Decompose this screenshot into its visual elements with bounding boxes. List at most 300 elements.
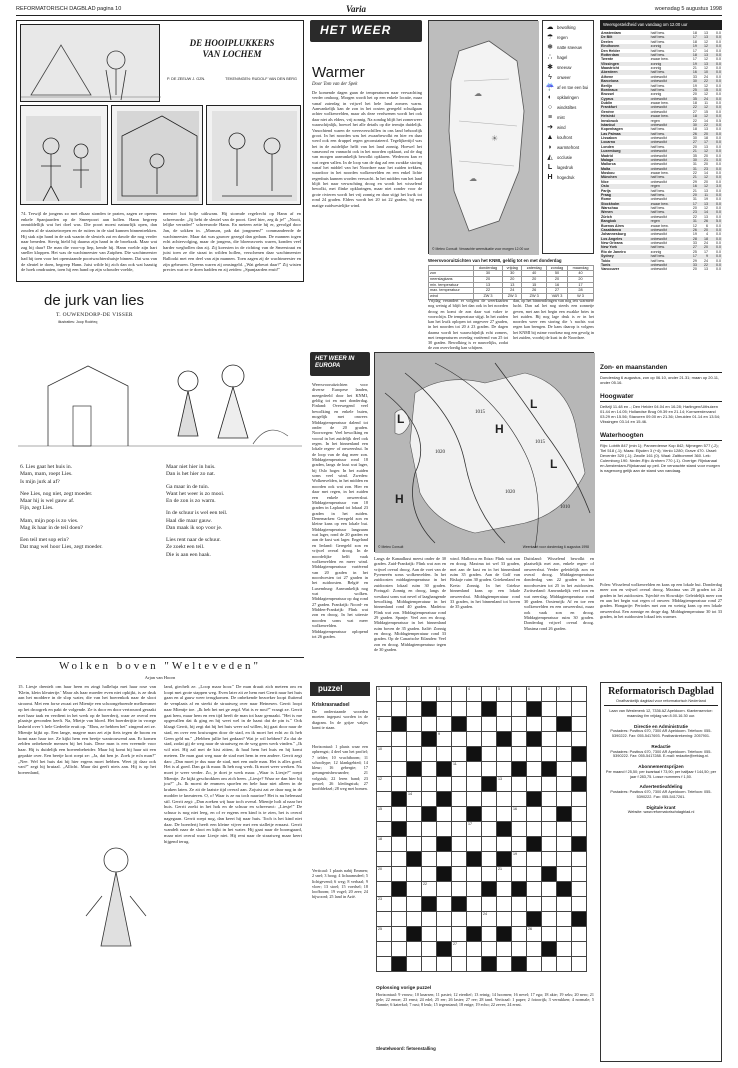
city-name: Casablanca: [600, 228, 650, 232]
crossword-cell[interactable]: [377, 942, 392, 957]
crossword-cell[interactable]: [557, 807, 572, 822]
city-value: zwaar bew.: [650, 202, 687, 206]
crossword-cell[interactable]: [377, 882, 392, 897]
crossword-cell[interactable]: [452, 822, 467, 837]
crossword-cell[interactable]: [407, 762, 422, 777]
crossword-cell[interactable]: [497, 852, 512, 867]
crossword-cell[interactable]: [392, 897, 407, 912]
crossword-cell[interactable]: [482, 717, 497, 732]
crossword-cell[interactable]: [542, 912, 557, 927]
crossword-cell[interactable]: [527, 852, 542, 867]
crossword-cell[interactable]: [527, 747, 542, 762]
crossword-cell[interactable]: [452, 762, 467, 777]
crossword-cell[interactable]: [497, 792, 512, 807]
crossword-cell[interactable]: [527, 792, 542, 807]
crossword-cell[interactable]: [437, 957, 452, 972]
crossword-cell[interactable]: [377, 777, 392, 792]
crossword-cell[interactable]: [527, 807, 542, 822]
city-name: Frankfurt: [600, 105, 650, 109]
crossword-cell[interactable]: [407, 777, 422, 792]
crossword-cell[interactable]: [572, 852, 587, 867]
crossword-cell[interactable]: [482, 762, 497, 777]
crossword-cell[interactable]: [407, 717, 422, 732]
crossword-cell[interactable]: [527, 957, 542, 972]
crossword-cell[interactable]: [497, 807, 512, 822]
crossword-cell[interactable]: [437, 702, 452, 717]
crossword-cell[interactable]: [452, 957, 467, 972]
crossword-cell[interactable]: [497, 867, 512, 882]
crossword-cell[interactable]: [437, 762, 452, 777]
crossword-cell[interactable]: [407, 942, 422, 957]
crossword-cell[interactable]: [452, 687, 467, 702]
crossword-cell[interactable]: [572, 942, 587, 957]
crossword-cell[interactable]: [392, 867, 407, 882]
crossword-cell[interactable]: [422, 717, 437, 732]
crossword-cell[interactable]: [422, 702, 437, 717]
crossword-cell[interactable]: [407, 732, 422, 747]
crossword-cell[interactable]: [407, 852, 422, 867]
crossword-cell[interactable]: [557, 957, 572, 972]
crossword-cell[interactable]: [527, 897, 542, 912]
city-value: 21: [692, 188, 697, 193]
crossword-cell[interactable]: [467, 837, 482, 852]
crossword-cell[interactable]: [467, 777, 482, 792]
city-value: 12: [703, 92, 708, 97]
crossword-cell[interactable]: [437, 777, 452, 792]
crossword-cell[interactable]: [512, 792, 527, 807]
crossword-table[interactable]: [376, 686, 587, 972]
crossword-cell[interactable]: [467, 687, 482, 702]
crossword-cell[interactable]: [482, 927, 497, 942]
crossword-cell[interactable]: [467, 882, 482, 897]
crossword-cell[interactable]: [482, 687, 497, 702]
crossword-cell[interactable]: [557, 792, 572, 807]
crossword-cell[interactable]: [557, 882, 572, 897]
crossword-cell[interactable]: [467, 717, 482, 732]
crossword-cell[interactable]: [407, 957, 422, 972]
crossword-cell[interactable]: [422, 837, 437, 852]
svg-text:☁: ☁: [474, 89, 482, 98]
crossword-cell[interactable]: [497, 837, 512, 852]
crossword-cell[interactable]: [542, 882, 557, 897]
crossword-cell[interactable]: [377, 867, 392, 882]
crossword-cell[interactable]: [392, 732, 407, 747]
crossword-cell[interactable]: [467, 807, 482, 822]
crossword-cell[interactable]: [512, 747, 527, 762]
city-name: Sydney: [600, 254, 650, 258]
crossword-cell[interactable]: [482, 957, 497, 972]
crossword-cell[interactable]: [467, 792, 482, 807]
crossword-cell[interactable]: [572, 882, 587, 897]
crossword-cell[interactable]: [407, 687, 422, 702]
crossword-cell[interactable]: [557, 762, 572, 777]
crossword-cell[interactable]: [437, 927, 452, 942]
crossword-cell[interactable]: [542, 822, 557, 837]
crossword-cell[interactable]: [527, 942, 542, 957]
crossword-cell[interactable]: [512, 807, 527, 822]
crossword-cell[interactable]: [392, 807, 407, 822]
crossword-cell[interactable]: [542, 942, 557, 957]
occlusion-icon: ◭: [547, 153, 553, 161]
crossword-cell[interactable]: [527, 867, 542, 882]
crossword-cell[interactable]: [497, 747, 512, 762]
crossword-cell[interactable]: [452, 747, 467, 762]
crossword-cell[interactable]: [377, 762, 392, 777]
crossword-cell[interactable]: [527, 717, 542, 732]
crossword-cell[interactable]: [497, 822, 512, 837]
crossword-cell[interactable]: [572, 822, 587, 837]
crossword-cell[interactable]: [572, 702, 587, 717]
crossword-cell[interactable]: [497, 942, 512, 957]
crossword-cell[interactable]: [392, 822, 407, 837]
crossword-cell[interactable]: [497, 762, 512, 777]
crossword-cell[interactable]: [407, 837, 422, 852]
crossword-cell[interactable]: [482, 912, 497, 927]
crossword-cell[interactable]: [542, 732, 557, 747]
city-name: Kopenhagen: [601, 127, 623, 132]
crossword-cell[interactable]: [497, 882, 512, 897]
crossword-cell[interactable]: [512, 882, 527, 897]
crossword-cell[interactable]: [452, 942, 467, 957]
crossword-cell[interactable]: [422, 897, 437, 912]
crossword-cell[interactable]: [467, 927, 482, 942]
crossword-cell[interactable]: [467, 822, 482, 837]
crossword-cell[interactable]: [377, 912, 392, 927]
crossword-cell[interactable]: [497, 912, 512, 927]
crossword-cell[interactable]: [572, 927, 587, 942]
crossword-cell[interactable]: [452, 807, 467, 822]
crossword-cell[interactable]: [572, 807, 587, 822]
city-value: zonnig: [650, 92, 662, 97]
crossword-cell[interactable]: [392, 912, 407, 927]
crossword-cell[interactable]: [482, 777, 497, 792]
crossword-cell[interactable]: [392, 702, 407, 717]
crossword-cell[interactable]: [542, 867, 557, 882]
crossword-cell[interactable]: [482, 882, 497, 897]
crossword-cell[interactable]: [512, 732, 527, 747]
crossword-cell[interactable]: [527, 777, 542, 792]
crossword-cell[interactable]: [452, 792, 467, 807]
crossword-cell[interactable]: [497, 777, 512, 792]
crossword-cell[interactable]: [497, 897, 512, 912]
crossword-cell[interactable]: [572, 867, 587, 882]
cell-number: 26: [528, 927, 532, 931]
crossword-cell[interactable]: [512, 837, 527, 852]
crossword-cell[interactable]: [572, 957, 587, 972]
crossword-cell[interactable]: [542, 747, 557, 762]
crossword-cell[interactable]: [437, 897, 452, 912]
crossword-cell[interactable]: [392, 762, 407, 777]
crossword-cell[interactable]: [437, 732, 452, 747]
crossword-cell[interactable]: [452, 732, 467, 747]
city-value: 30: [687, 158, 698, 162]
crossword-cell[interactable]: [467, 897, 482, 912]
crossword-cell[interactable]: [467, 852, 482, 867]
crossword-cell[interactable]: [542, 852, 557, 867]
crossword-cell[interactable]: [512, 822, 527, 837]
crossword-cell[interactable]: [452, 717, 467, 732]
crossword-cell[interactable]: [572, 837, 587, 852]
crossword-cell[interactable]: [497, 732, 512, 747]
crossword-cell[interactable]: [437, 852, 452, 867]
crossword-cell[interactable]: [392, 927, 407, 942]
stanza: Maar niet hier in huis. Dan is het hier zo nat.: [166, 464, 216, 478]
crossword-cell[interactable]: [512, 852, 527, 867]
crossword-cell[interactable]: [542, 717, 557, 732]
crossword-cell[interactable]: [437, 882, 452, 897]
crossword-cell[interactable]: [572, 777, 587, 792]
crossword-cell[interactable]: [572, 747, 587, 762]
crossword-cell[interactable]: [392, 942, 407, 957]
crossword-cell[interactable]: [422, 852, 437, 867]
crossword-cell[interactable]: [437, 807, 452, 822]
crossword-cell[interactable]: [497, 687, 512, 702]
crossword-cell[interactable]: [422, 732, 437, 747]
crossword-cell[interactable]: [542, 837, 557, 852]
weather-legend: [542, 20, 594, 254]
crossword-cell[interactable]: [557, 912, 572, 927]
crossword-cell[interactable]: [377, 792, 392, 807]
crossword-cell[interactable]: [512, 957, 527, 972]
crossword-cell[interactable]: [512, 897, 527, 912]
crossword-cell[interactable]: [392, 687, 407, 702]
crossword-cell[interactable]: [542, 702, 557, 717]
crossword-cell[interactable]: [512, 927, 527, 942]
crossword-cell[interactable]: [452, 837, 467, 852]
city-value: half bew.: [650, 144, 665, 149]
crossword-cell[interactable]: [407, 912, 422, 927]
crossword-cell[interactable]: [542, 927, 557, 942]
crossword-cell[interactable]: [557, 852, 572, 867]
crossword-cell[interactable]: [437, 717, 452, 732]
crossword-cell[interactable]: [557, 777, 572, 792]
crossword-cell[interactable]: [512, 762, 527, 777]
crossword-cell[interactable]: [392, 792, 407, 807]
crossword-cell[interactable]: [557, 702, 572, 717]
crossword-cell[interactable]: [557, 822, 572, 837]
crossword-cell[interactable]: [437, 687, 452, 702]
crossword-cell[interactable]: [377, 717, 392, 732]
city-value: 17: [687, 202, 698, 206]
crossword-cell[interactable]: [497, 927, 512, 942]
crossword-cell[interactable]: [542, 762, 557, 777]
crossword-cell[interactable]: [392, 777, 407, 792]
crossword-cell[interactable]: [467, 732, 482, 747]
crossword-cell[interactable]: [422, 687, 437, 702]
crossword-cell[interactable]: [542, 957, 557, 972]
city-name: Stockholm: [600, 202, 650, 206]
crossword-cell[interactable]: [482, 867, 497, 882]
comic-hooiplukkers: [16, 20, 304, 282]
crossword-cell[interactable]: [557, 732, 572, 747]
crossword-cell[interactable]: [557, 897, 572, 912]
crossword-cell[interactable]: [437, 942, 452, 957]
crossword-cell[interactable]: [452, 702, 467, 717]
crossword-cell[interactable]: [527, 762, 542, 777]
crossword-cell[interactable]: [512, 942, 527, 957]
crossword-cell[interactable]: [407, 822, 422, 837]
crossword-cell[interactable]: [572, 687, 587, 702]
crossword-cell[interactable]: [512, 687, 527, 702]
crossword-cell[interactable]: [557, 717, 572, 732]
crossword-cell[interactable]: [542, 897, 557, 912]
crossword-cell[interactable]: [497, 717, 512, 732]
crossword-cell[interactable]: [512, 777, 527, 792]
crossword-cell[interactable]: [527, 882, 542, 897]
crossword-cell[interactable]: [557, 687, 572, 702]
crossword-grid[interactable]: [376, 686, 587, 972]
crossword-cell[interactable]: [407, 927, 422, 942]
crossword-cell[interactable]: [452, 897, 467, 912]
crossword-cell[interactable]: [482, 897, 497, 912]
crossword-cell[interactable]: [377, 732, 392, 747]
crossword-cell[interactable]: [422, 762, 437, 777]
crossword-cell[interactable]: [377, 687, 392, 702]
crossword-cell[interactable]: [527, 687, 542, 702]
city-name: New Orleans: [601, 241, 623, 245]
crossword-cell[interactable]: [392, 747, 407, 762]
crossword-cell[interactable]: [542, 807, 557, 822]
city-value: half bew.: [650, 127, 665, 132]
crossword-cell[interactable]: [407, 882, 422, 897]
crossword-cell[interactable]: [437, 747, 452, 762]
crossword-cell[interactable]: [377, 837, 392, 852]
crossword-cell[interactable]: [392, 957, 407, 972]
crossword-cell[interactable]: [422, 807, 437, 822]
city-value: 0.0: [716, 74, 721, 79]
crossword-cell[interactable]: [377, 702, 392, 717]
crossword-cell[interactable]: [437, 912, 452, 927]
crossword-cell[interactable]: [377, 747, 392, 762]
crossword-cell[interactable]: [452, 777, 467, 792]
crossword-cell[interactable]: [467, 912, 482, 927]
crossword-cell[interactable]: [437, 792, 452, 807]
crossword-cell[interactable]: [572, 897, 587, 912]
crossword-cell[interactable]: [512, 717, 527, 732]
crossword-cell[interactable]: [497, 702, 512, 717]
crossword-cell[interactable]: [452, 882, 467, 897]
crossword-cell[interactable]: [527, 732, 542, 747]
crossword-cell[interactable]: [557, 942, 572, 957]
isobar-label: 1020: [505, 490, 515, 495]
crossword-cell[interactable]: [407, 747, 422, 762]
crossword-cell[interactable]: [467, 702, 482, 717]
crossword-cell[interactable]: [527, 837, 542, 852]
crossword-cell[interactable]: [422, 822, 437, 837]
crossword-cell[interactable]: [422, 777, 437, 792]
crossword-cell[interactable]: [392, 717, 407, 732]
crossword-cell[interactable]: [527, 912, 542, 927]
crossword-cell[interactable]: [572, 762, 587, 777]
crossword-cell[interactable]: [437, 822, 452, 837]
crossword-cell[interactable]: [527, 702, 542, 717]
crossword-cell[interactable]: [437, 837, 452, 852]
crossword-cell[interactable]: [467, 867, 482, 882]
crossword-cell[interactable]: [497, 957, 512, 972]
crossword-cell[interactable]: [377, 927, 392, 942]
crossword-cell[interactable]: [422, 912, 437, 927]
crossword-cell[interactable]: [467, 747, 482, 762]
crossword-cell[interactable]: [437, 867, 452, 882]
crossword-cell[interactable]: [512, 702, 527, 717]
crossword-cell[interactable]: [422, 792, 437, 807]
crossword-cell[interactable]: [482, 942, 497, 957]
crossword-cell[interactable]: [422, 957, 437, 972]
city-value: onbewolkt: [650, 214, 667, 219]
crossword-cell[interactable]: [377, 957, 392, 972]
crossword-cell[interactable]: [392, 837, 407, 852]
city-value: 10: [698, 70, 709, 74]
crossword-cell[interactable]: [467, 942, 482, 957]
crossword-cell[interactable]: [482, 747, 497, 762]
crossword-cell[interactable]: [377, 897, 392, 912]
crossword-cell[interactable]: [557, 837, 572, 852]
crossword-cell[interactable]: [452, 867, 467, 882]
crossword-cell[interactable]: [482, 792, 497, 807]
crossword-cell[interactable]: [422, 942, 437, 957]
crossword-cell[interactable]: [407, 867, 422, 882]
crossword-cell[interactable]: [422, 927, 437, 942]
crossword-cell[interactable]: [452, 927, 467, 942]
city-value: 12: [703, 39, 708, 44]
crossword-cell[interactable]: [527, 927, 542, 942]
crossword-cell[interactable]: [482, 837, 497, 852]
crossword-cell[interactable]: [467, 762, 482, 777]
crossword-cell[interactable]: [527, 822, 542, 837]
city-value: 27: [687, 245, 698, 249]
crossword-cell[interactable]: [377, 807, 392, 822]
crossword-cell[interactable]: [482, 822, 497, 837]
city-value: 0.0: [709, 254, 722, 258]
city-name: New York: [600, 245, 650, 249]
crossword-cell[interactable]: [542, 777, 557, 792]
crossword-cell[interactable]: [422, 882, 437, 897]
crossword-cell[interactable]: [452, 852, 467, 867]
crossword-cell[interactable]: [542, 792, 557, 807]
crossword-cell[interactable]: [467, 957, 482, 972]
crossword-cell[interactable]: [407, 702, 422, 717]
crossword-cell[interactable]: [482, 702, 497, 717]
crossword-cell[interactable]: [572, 792, 587, 807]
crossword-cell[interactable]: [452, 912, 467, 927]
crossword-cell[interactable]: [392, 882, 407, 897]
crossword-cell[interactable]: [557, 927, 572, 942]
crossword-cell[interactable]: [572, 912, 587, 927]
crossword-cell[interactable]: [407, 897, 422, 912]
crossword-cell[interactable]: [572, 732, 587, 747]
crossword-cell[interactable]: [512, 912, 527, 927]
crossword-cell[interactable]: [557, 867, 572, 882]
crossword-cell[interactable]: [557, 747, 572, 762]
crossword-cell[interactable]: [542, 687, 557, 702]
crossword-cell[interactable]: [512, 867, 527, 882]
crossword-cell[interactable]: [377, 822, 392, 837]
city-value: onbewolkt: [650, 158, 687, 162]
crossword-cell[interactable]: [422, 747, 437, 762]
crossword-cell[interactable]: [482, 807, 497, 822]
crossword-cell[interactable]: [392, 852, 407, 867]
weather-section: [310, 20, 594, 351]
crossword-cell[interactable]: [482, 732, 497, 747]
crossword-cell[interactable]: [482, 852, 497, 867]
city-name: Genève: [601, 109, 614, 114]
crossword-cell[interactable]: [377, 852, 392, 867]
crossword-cell[interactable]: [407, 792, 422, 807]
crossword-cell[interactable]: [407, 807, 422, 822]
stanza: Mam, mijn pop is zo vies. Mag ik haar in de teil doen?: [20, 517, 83, 531]
crossword-cell[interactable]: [572, 717, 587, 732]
crossword-cell[interactable]: [422, 867, 437, 882]
